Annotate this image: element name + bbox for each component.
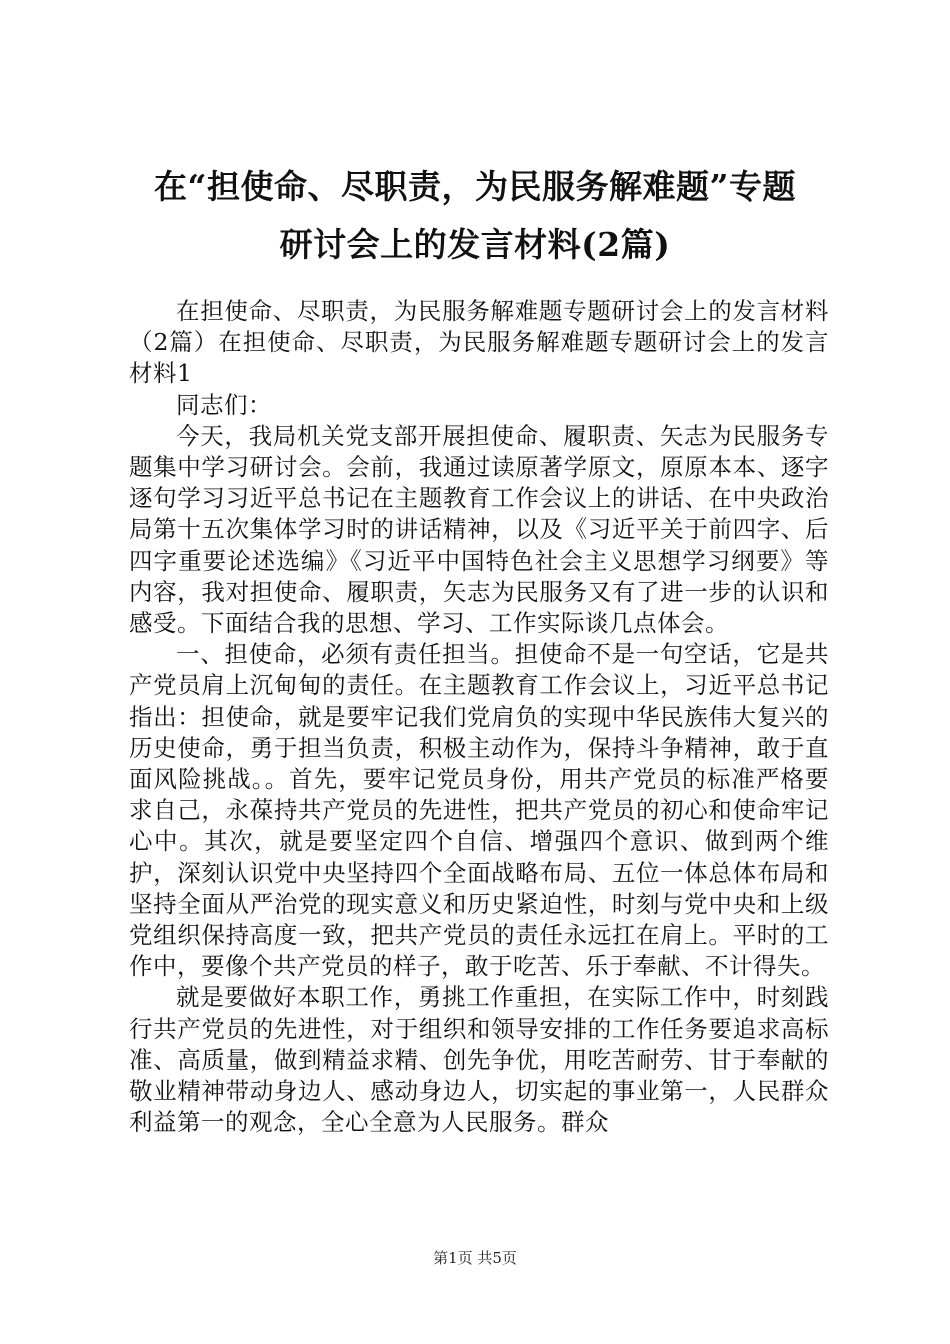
paragraph-salutation: 同志们： — [176, 390, 272, 419]
paragraph-opening: 今天，我局机关党支部开展担使命、履职责、矢志为民服务专题集中学习研讨会。会前，我通过读原著学原文，原原本本、逐字逐句学习习近平总书记在主题教育工作会议上的讲话、在中央政治局第十五次集体学习时的讲话精神，以及《习近平关于前四字、后四字重要论述选编》《习近平中国特色社会主义思想学习纲要》等内容，我对担使命、履职责，矢志为民服务又有了进一步的认识和感受。下面结合我的思想、学习、工作实际谈几点体会。 — [129, 421, 829, 638]
document-body — [129, 296, 829, 1138]
title-line-1: 在“担使命、尽职责，为民服务解难题”专题 — [154, 167, 796, 206]
paragraph-section-1: 一、担使命，必须有责任担当。担使命不是一句空话，它是共产党员肩上沉甸甸的责任。在主题教育工作会议上，习近平总书记指出：担使命，就是要牢记我们党肩负的实现中华民族伟大复兴的历史使命，勇于担当负责，积极主动作为，保持斗争精神，敢于直面风险挑战。。首先，要牢记党员身份，用共产党员的标准严格要求自己，永葆持共产党员的先进性，把共产党员的初心和使命牢记心中。其次，就是要坚定四个自信、增强四个意识、做到两个维护，深刻认识党中央坚持四个全面战略布局、五位一体总体布局和坚持全面从严治党的现实意义和历史紧迫性，时刻与党中央和上级党组织保持高度一致，把共产党员的责任永远扛在肩上。平时的工作中，要像个共产党员的样子，敢于吃苦、乐于奉献、不计得失。 — [129, 640, 829, 981]
page-footer: 第1页 共5页 — [433, 1249, 517, 1267]
title-line-2: 研讨会上的发言材料(2篇) — [279, 225, 671, 264]
paragraph-section-1-continued: 就是要做好本职工作，勇挑工作重担，在实际工作中，时刻践行共产党员的先进性，对于组织和领导安排的工作任务要追求高标准、高质量，做到精益求精、创先争优，用吃苦耐劳、甘于奉献的敬业精神带动身边人、感动身边人，切实起的事业第一，人民群众利益第一的观念，全心全意为人民服务。群众 — [129, 983, 829, 1137]
document-title — [110, 158, 840, 274]
paragraph-intro: 在担使命、尽职责，为民服务解难题专题研讨会上的发言材料（2篇）在担使命、尽职责，为民服务解难题专题研讨会上的发言材料1 — [129, 297, 829, 388]
